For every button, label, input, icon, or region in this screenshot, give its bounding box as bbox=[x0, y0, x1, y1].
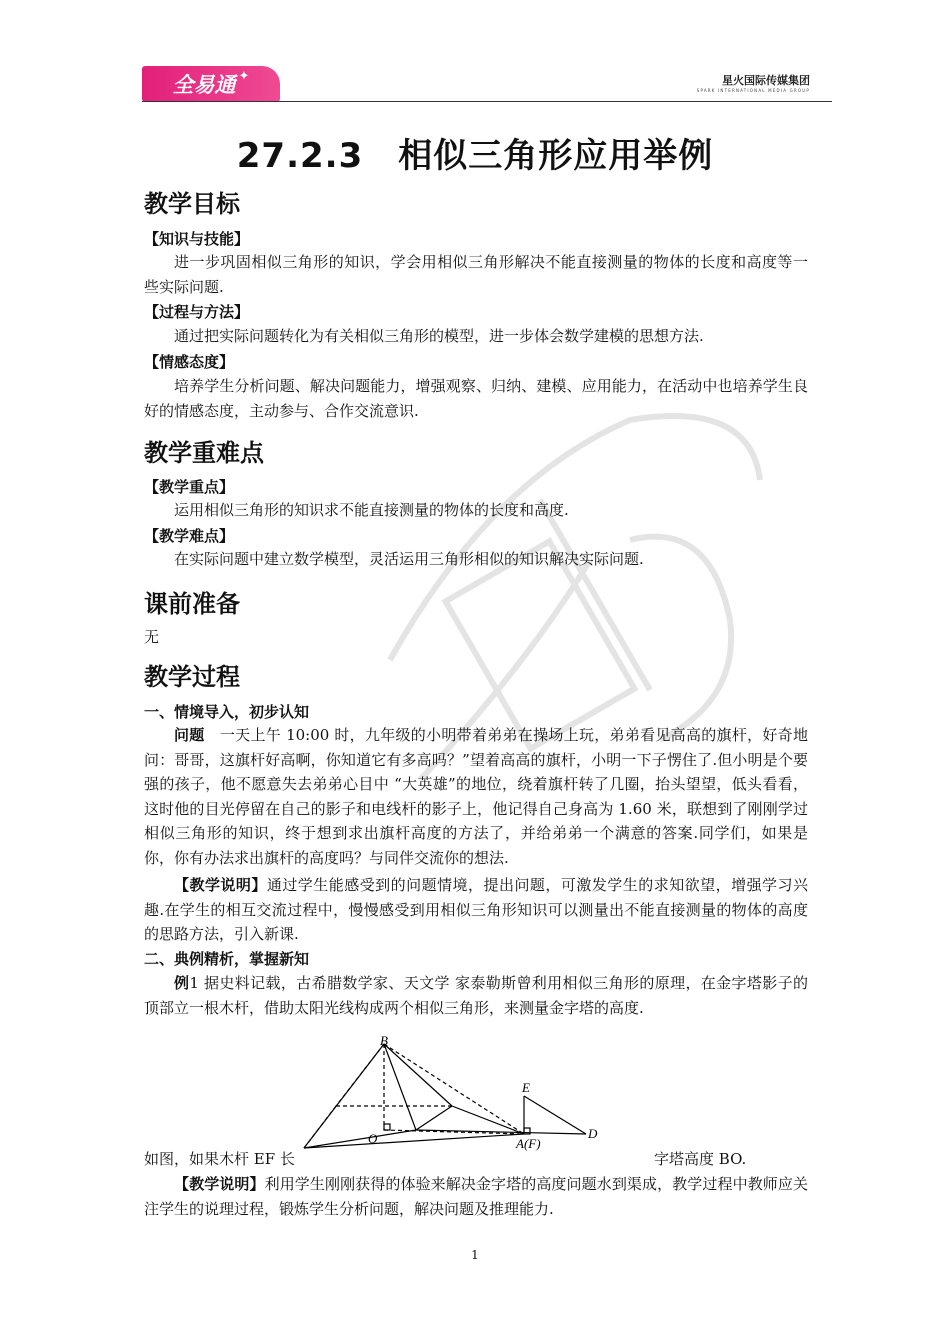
note1-text: 通过学生能感受到的问题情境，提出问题，可激发学生的求知欲望，增强学习兴趣.在学生的相互交流过程中，慢慢感受到用相似三角形知识可以测量出不能直接测量的物体的高度的思路方法，引入新课. bbox=[144, 876, 808, 943]
edge-b-right bbox=[384, 1044, 452, 1106]
problem-text: 一天上午 10:00 时，九年级的小明带着弟弟在操场上玩，弟弟看见高高的旗杆，好奇地问：哥哥，这旗杆好高啊，你知道它有多高吗？”望着高高的旗杆，小明一下子愣住了.但小明是个要强的孩子，他不愿意失去弟弟心目中 “大英雄”的地位，绕着旗杆转了几圈，抬头望望，低头看看，这时他的目光停留在自己的影子和电线杆的影子上，他记得自己身高为 1.60 米，联想到了刚刚学过相似三角形的知识，终于想到求出旗杆高度的方法了，并给弟弟一个满意的答案.同学们，如果是你，你有办法求出旗杆的高度吗？与同伴交流你的想法. bbox=[144, 726, 808, 867]
page-number: 1 bbox=[471, 1248, 479, 1262]
page-title: 27.2.3 相似三角形应用举例 bbox=[236, 136, 714, 176]
problem-label: 问题 bbox=[174, 726, 205, 744]
publisher-name: 星火国际传媒集团 bbox=[722, 74, 810, 87]
figure-text-left: 如图，如果木杆 EF 长 bbox=[144, 1150, 295, 1168]
edge-base-front bbox=[304, 1130, 416, 1148]
knowledge-label: 【知识与技能】 bbox=[144, 230, 250, 248]
label-e: E bbox=[522, 1080, 530, 1095]
sun-ray-e bbox=[524, 1096, 586, 1134]
part1-title: 一、情境导入，初步认知 bbox=[144, 703, 310, 721]
header-divider bbox=[142, 101, 832, 102]
right-angle-mark-o bbox=[384, 1124, 390, 1130]
label-a: A(F) bbox=[516, 1136, 541, 1151]
publisher-name-en: SPARK INTERNATIONAL MEDIA GROUP bbox=[696, 88, 810, 93]
note2-text: 利用学生刚刚获得的体验来解决金字塔的高度问题水到渠成，教学过程中教师应关注学生的说理过程，锻炼学生分析问题，解决问题及推理能力. bbox=[144, 1175, 808, 1218]
logo-text: 全易通 bbox=[172, 73, 236, 97]
section-heading-key-points: 教学重难点 bbox=[144, 439, 264, 467]
ground-line-3 bbox=[304, 1134, 524, 1148]
part2-title: 二、典例精析，掌握新知 bbox=[144, 950, 310, 968]
pyramid-figure bbox=[296, 1034, 616, 1154]
note1-paragraph bbox=[144, 873, 808, 947]
edge-base-right bbox=[416, 1106, 452, 1130]
note1-label: 【教学说明】 bbox=[174, 876, 267, 894]
figure-text-right: 字塔高度 BO. bbox=[654, 1150, 747, 1168]
edge-b-front bbox=[384, 1044, 416, 1130]
label-b: B bbox=[380, 1034, 388, 1048]
process-label: 【过程与方法】 bbox=[144, 303, 250, 321]
example-text: 1 据史料记载，古希腊数学家、天文学 家泰勒斯曾利用相似三角形的原理，在金字塔影子的顶部立一根木杆，借助太阳光线构成两个相似三角形，来测量金字塔的高度. bbox=[144, 974, 808, 1017]
emotion-text: 培养学生分析问题、解决问题能力，增强观察、归纳、建模、应用能力，在活动中也培养学生良好的情感态度，主动参与、合作交流意识. bbox=[144, 377, 808, 420]
section-heading-process: 教学过程 bbox=[144, 663, 240, 691]
label-o: O bbox=[368, 1131, 378, 1146]
brand-logo bbox=[142, 66, 280, 102]
example-paragraph bbox=[144, 971, 808, 1020]
label-d: D bbox=[588, 1126, 598, 1141]
prep-text: 无 bbox=[144, 628, 160, 646]
section-heading-goals: 教学目标 bbox=[144, 190, 240, 218]
process-text: 通过把实际问题转化为有关相似三角形的模型，进一步体会数学建模的思想方法. bbox=[174, 327, 704, 345]
difficulty-text: 在实际问题中建立数学模型，灵活运用三角形相似的知识解决实际问题. bbox=[174, 550, 644, 568]
emotion-label: 【情感态度】 bbox=[144, 353, 235, 371]
difficulty-label: 【教学难点】 bbox=[144, 527, 235, 545]
sun-ray-b bbox=[384, 1044, 524, 1134]
key-point-text: 运用相似三角形的知识求不能直接测量的物体的长度和高度. bbox=[174, 501, 569, 519]
note2-label: 【教学说明】 bbox=[174, 1175, 265, 1193]
sparkle-icon: ✦ bbox=[238, 68, 250, 84]
ground-line-2 bbox=[452, 1106, 524, 1134]
example-label: 例 bbox=[174, 974, 190, 992]
note2-paragraph bbox=[144, 1172, 808, 1221]
problem-paragraph bbox=[144, 723, 808, 870]
key-point-label: 【教学重点】 bbox=[144, 478, 235, 496]
section-heading-prep: 课前准备 bbox=[144, 590, 240, 618]
knowledge-text: 进一步巩固相似三角形的知识，学会用相似三角形解决不能直接测量的物体的长度和高度等一 些实际问题. bbox=[144, 253, 808, 296]
